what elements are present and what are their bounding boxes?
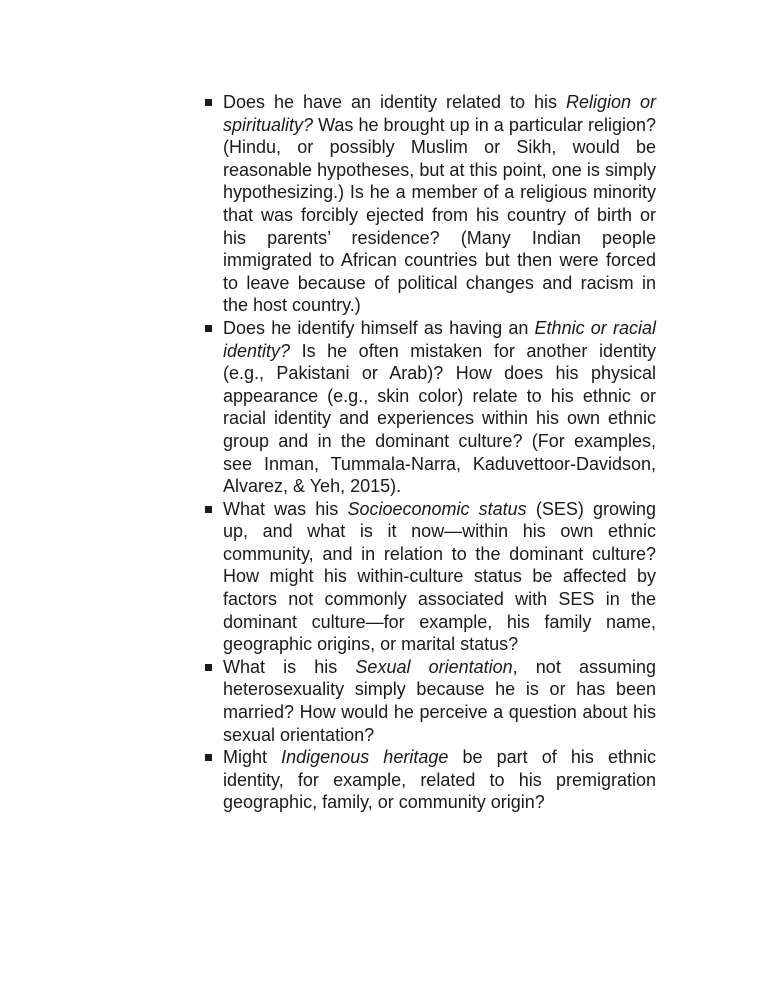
bullet-item-ethnic xyxy=(204,317,656,498)
bullet-item-sexual-orientation xyxy=(204,656,656,746)
square-bullet-icon xyxy=(205,325,212,332)
square-bullet-icon xyxy=(205,506,212,513)
bullet-item-indigenous xyxy=(204,746,656,814)
italic-term: Ethnic or racial identity? xyxy=(223,317,656,361)
square-bullet-icon xyxy=(205,664,212,671)
italic-term: Sexual orientation xyxy=(355,656,513,677)
bullet-text: Does he identify himself as having an Ethnic or racial identity? Is he often mistaken for another identity (e.g., Pakistani or Arab)? How does his physical appearance (e.g., skin color) relate to his ethnic or racial identity and experiences within his own ethnic group and in the dominant culture? (For examples, see Inman, Tummala-Narra, Kaduvettoor-Davidson, Alvarez, & Yeh, 2015). xyxy=(223,317,656,497)
bullet-text: What is his Sexual orientation, not assuming heterosexuality simply because he is or has been married? How would he perceive a question about his sexual orientation? xyxy=(223,656,656,745)
italic-term: Indigenous heritage xyxy=(281,747,449,768)
square-bullet-icon xyxy=(205,754,212,761)
bullet-item-religion xyxy=(204,91,656,317)
italic-term: Religion or spirituality? xyxy=(223,92,657,135)
bullet-text: Might Indigenous heritage be part of his ethnic identity, for example, related to his premigration geographic, family, or community origin? xyxy=(223,747,656,813)
square-bullet-icon xyxy=(205,99,212,106)
bullet-text: What was his Socioeconomic status (SES) growing up, and what is it now—within his own ethnic community, and in relation to the dominant culture? How might his within-culture status be affected by factors not commonly associated with SES in the dominant culture—for example, his family name, geographic origins, or marital status? xyxy=(223,498,657,655)
bullet-text: Does he have an identity related to his Religion or spirituality? Was he brought up in a particular religion? (Hindu, or possibly Muslim or Sikh, would be reasonable hypotheses, but at this point, one is simply hypothesizing.) Is he a member of a religious minority that was forcibly ejected from his country of birth or his parents’ residence? (Many Indian people immigrated to African countries but then were forced to leave because of political changes and racism in the host country.) xyxy=(223,92,657,316)
bullet-item-socioeconomic xyxy=(204,498,656,656)
bullet-list xyxy=(204,91,656,814)
italic-term: Socioeconomic status xyxy=(347,498,527,519)
